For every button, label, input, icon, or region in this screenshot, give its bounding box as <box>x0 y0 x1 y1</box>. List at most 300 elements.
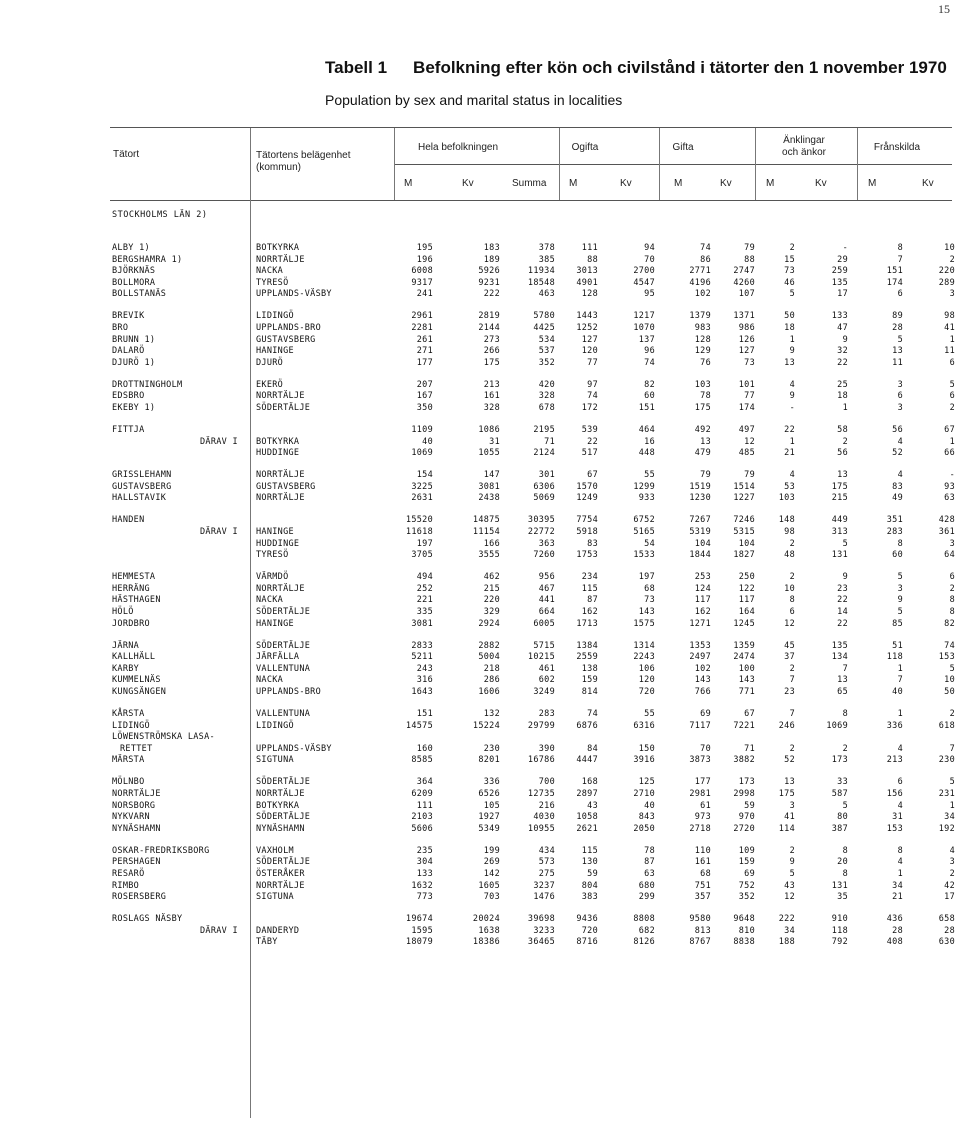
row-value: 336 <box>886 721 903 731</box>
row-kommun: UPPLANDS-BRO <box>256 323 322 333</box>
row-value: 2050 <box>633 824 655 834</box>
row-value: 79 <box>744 470 755 480</box>
row-value: 4030 <box>533 812 555 822</box>
row-value: 235 <box>416 846 433 856</box>
row-kommun: SÖDERTÄLJE <box>256 777 311 787</box>
row-value: 96 <box>644 346 655 356</box>
row-name: MÄRSTA <box>112 755 145 765</box>
row-value: 22 <box>837 619 848 629</box>
row-value: 461 <box>538 664 555 674</box>
row-name: OSKAR-FREDRIKSBORG <box>112 846 210 856</box>
row-value: 2882 <box>478 641 500 651</box>
row-value: 9231 <box>478 278 500 288</box>
row-value: 4447 <box>576 755 598 765</box>
row-value: 22 <box>837 595 848 605</box>
row-value: 174 <box>738 403 755 413</box>
row-kommun: HANINGE <box>256 346 294 356</box>
row-value: 61 <box>700 801 711 811</box>
row-value: 313 <box>831 527 848 537</box>
row-value: 273 <box>483 335 500 345</box>
row-value: 436 <box>886 914 903 924</box>
row-value: 216 <box>538 801 555 811</box>
row-value: 378 <box>538 243 555 253</box>
row-value: 110 <box>694 846 711 856</box>
row-value: 4 <box>789 380 795 390</box>
row-value: 78 <box>644 846 655 856</box>
row-value: 22 <box>784 425 795 435</box>
row-value: 5 <box>842 801 848 811</box>
row-value: 428 <box>938 515 955 525</box>
row-value: 28 <box>944 926 955 936</box>
header-ogifta: Ogifta <box>571 142 599 153</box>
row-name: KÅRSTA <box>112 709 145 719</box>
row-value: 6 <box>897 391 903 401</box>
row-value: 497 <box>738 425 755 435</box>
row-value: 12 <box>784 892 795 902</box>
row-value: 2 <box>789 744 795 754</box>
row-value: 40 <box>892 687 903 697</box>
row-value: 25 <box>837 380 848 390</box>
row-value: 97 <box>587 380 598 390</box>
row-name: GUSTAVSBERG <box>112 482 172 492</box>
row-value: 6 <box>789 607 795 617</box>
row-value: 11618 <box>405 527 433 537</box>
row-value: 336 <box>483 777 500 787</box>
row-value: 1 <box>789 437 795 447</box>
row-name: RIMBO <box>112 881 140 891</box>
row-value: 7246 <box>733 515 755 525</box>
row-value: 133 <box>831 311 848 321</box>
row-value: 720 <box>581 926 598 936</box>
row-value: 142 <box>483 869 500 879</box>
row-value: 188 <box>778 937 795 947</box>
row-value: 3081 <box>411 619 433 629</box>
row-value: 9 <box>789 857 795 867</box>
row-value: 135 <box>831 278 848 288</box>
row-value: 5606 <box>411 824 433 834</box>
row-value: 2 <box>842 744 848 754</box>
row-value: 1384 <box>576 641 598 651</box>
row-kommun: GUSTAVSBERG <box>256 482 316 492</box>
row-value: 587 <box>831 789 848 799</box>
row-value: 1271 <box>689 619 711 629</box>
row-value: 304 <box>416 857 433 867</box>
row-value: 1632 <box>411 881 433 891</box>
row-value: - <box>949 470 955 480</box>
row-value: 85 <box>892 619 903 629</box>
row-value: 1058 <box>576 812 598 822</box>
row-name: NORSBORG <box>112 801 156 811</box>
row-value: 130 <box>581 857 598 867</box>
header-anklingar-line1: Änklingar <box>783 135 825 146</box>
row-value: 261 <box>416 335 433 345</box>
row-value: 56 <box>892 425 903 435</box>
row-value: 1595 <box>411 926 433 936</box>
row-value: 16786 <box>527 755 555 765</box>
row-value: 408 <box>886 937 903 947</box>
row-value: 1252 <box>576 323 598 333</box>
row-name: BREVIK <box>112 311 145 321</box>
row-name: JORDBRO <box>112 619 150 629</box>
row-value: 32 <box>837 346 848 356</box>
row-value: 197 <box>638 572 655 582</box>
row-value: 2924 <box>478 619 500 629</box>
row-kommun: NACKA <box>256 595 284 605</box>
row-value: 5780 <box>533 311 555 321</box>
row-value: 7117 <box>689 721 711 731</box>
row-value: 50 <box>784 311 795 321</box>
row-value: 103 <box>778 493 795 503</box>
row-value: 6876 <box>576 721 598 731</box>
row-value: 14575 <box>405 721 433 731</box>
row-value: 45 <box>784 641 795 651</box>
row-value: 148 <box>778 515 795 525</box>
row-value: 2438 <box>478 493 500 503</box>
row-value: 2497 <box>689 652 711 662</box>
row-value: 220 <box>483 595 500 605</box>
row-value: 17 <box>837 289 848 299</box>
row-value: 970 <box>738 812 755 822</box>
row-value: 8 <box>842 846 848 856</box>
row-value: 335 <box>416 607 433 617</box>
row-value: 986 <box>738 323 755 333</box>
row-value: 34 <box>892 881 903 891</box>
row-value: 810 <box>738 926 755 936</box>
row-value: 39698 <box>527 914 555 924</box>
row-value: 16 <box>644 437 655 447</box>
row-value: 73 <box>744 358 755 368</box>
row-value: 143 <box>694 675 711 685</box>
row-value: 5315 <box>733 527 755 537</box>
row-kommun: HUDDINGE <box>256 448 300 458</box>
row-value: 133 <box>416 869 433 879</box>
row-value: 485 <box>738 448 755 458</box>
row-value: 8716 <box>576 937 598 947</box>
row-value: 9648 <box>733 914 755 924</box>
row-value: 4260 <box>733 278 755 288</box>
row-value: 41 <box>784 812 795 822</box>
row-value: 5 <box>897 335 903 345</box>
row-value: 173 <box>831 755 848 765</box>
row-value: 9580 <box>689 914 711 924</box>
row-value: 2281 <box>411 323 433 333</box>
row-kommun: BOTKYRKA <box>256 801 300 811</box>
row-value: 5 <box>949 380 955 390</box>
header-franskilda: Frånskilda <box>873 142 921 153</box>
row-value: 51 <box>892 641 903 651</box>
row-value: 6 <box>949 358 955 368</box>
row-value: 3 <box>897 380 903 390</box>
row-name: BJÖRKNÄS <box>112 266 156 276</box>
row-value: 4 <box>897 801 903 811</box>
row-value: 159 <box>738 857 755 867</box>
row-value: 124 <box>694 584 711 594</box>
row-value: 21 <box>784 448 795 458</box>
row-value: 13 <box>892 346 903 356</box>
row-value: 352 <box>538 358 555 368</box>
row-value: 3249 <box>533 687 555 697</box>
row-value: 383 <box>581 892 598 902</box>
row-value: 131 <box>831 550 848 560</box>
row-value: 8 <box>949 595 955 605</box>
row-value: 8 <box>897 243 903 253</box>
row-value: 6 <box>897 289 903 299</box>
row-value: 55 <box>644 470 655 480</box>
row-value: 111 <box>581 243 598 253</box>
row-value: 1533 <box>633 550 655 560</box>
row-value: 8 <box>789 595 795 605</box>
row-value: 266 <box>483 346 500 356</box>
row-value: 441 <box>538 595 555 605</box>
row-value: 79 <box>744 243 755 253</box>
row-kommun: VALLENTUNA <box>256 709 311 719</box>
row-value: 4901 <box>576 278 598 288</box>
row-name: NYKVARN <box>112 812 150 822</box>
row-value: 814 <box>581 687 598 697</box>
row-name: RETTET <box>120 744 153 754</box>
row-value: 10215 <box>527 652 555 662</box>
row-value: 1753 <box>576 550 598 560</box>
row-value: 1570 <box>576 482 598 492</box>
row-value: 98 <box>944 311 955 321</box>
row-value: 792 <box>831 937 848 947</box>
row-value: 449 <box>831 515 848 525</box>
row-value: 153 <box>886 824 903 834</box>
row-value: 494 <box>416 572 433 582</box>
row-kommun: EKERÖ <box>256 380 284 390</box>
row-value: 106 <box>638 664 655 674</box>
row-value: 114 <box>778 824 795 834</box>
row-value: 115 <box>581 584 598 594</box>
row-value: 271 <box>416 346 433 356</box>
row-value: 1109 <box>411 425 433 435</box>
row-name: DROTTNINGHOLM <box>112 380 183 390</box>
row-value: 177 <box>416 358 433 368</box>
row-value: 164 <box>738 607 755 617</box>
row-value: 65 <box>837 687 848 697</box>
row-value: 1827 <box>733 550 755 560</box>
row-kommun: NORRTÄLJE <box>256 255 305 265</box>
row-value: 6752 <box>633 515 655 525</box>
row-value: 275 <box>538 869 555 879</box>
row-value: 364 <box>416 777 433 787</box>
row-kommun: LIDINGÖ <box>256 721 294 731</box>
row-value: 2718 <box>689 824 711 834</box>
row-value: 250 <box>738 572 755 582</box>
row-value: 2621 <box>576 824 598 834</box>
row-value: 22772 <box>527 527 555 537</box>
row-value: 18548 <box>527 278 555 288</box>
row-value: 813 <box>694 926 711 936</box>
row-value: 128 <box>581 289 598 299</box>
row-value: 5349 <box>478 824 500 834</box>
row-value: 167 <box>416 391 433 401</box>
row-value: 3555 <box>478 550 500 560</box>
row-value: 76 <box>700 358 711 368</box>
row-value: 363 <box>538 539 555 549</box>
row-value: 48 <box>784 550 795 560</box>
row-value: 328 <box>538 391 555 401</box>
row-value: 11154 <box>472 527 500 537</box>
row-value: 60 <box>644 391 655 401</box>
row-value: 2710 <box>633 789 655 799</box>
row-value: 15520 <box>405 515 433 525</box>
row-value: 8767 <box>689 937 711 947</box>
row-value: 28 <box>892 926 903 936</box>
row-value: 1 <box>949 801 955 811</box>
row-value: 9317 <box>411 278 433 288</box>
row-value: 129 <box>694 346 711 356</box>
sub-header-10: Kv <box>922 178 934 189</box>
row-value: 682 <box>638 926 655 936</box>
row-value: 74 <box>700 243 711 253</box>
row-kommun: LIDINGÖ <box>256 311 294 321</box>
row-name: HALLSTAVIK <box>112 493 167 503</box>
row-name: BOLLMORA <box>112 278 156 288</box>
row-name: KARBY <box>112 664 140 674</box>
row-value: 42 <box>944 881 955 891</box>
row-value: 464 <box>638 425 655 435</box>
row-value: 86 <box>700 255 711 265</box>
row-value: 36465 <box>527 937 555 947</box>
row-value: 8126 <box>633 937 655 947</box>
row-value: 2103 <box>411 812 433 822</box>
row-value: 117 <box>738 595 755 605</box>
row-value: 2 <box>949 584 955 594</box>
row-value: 41 <box>944 323 955 333</box>
row-value: 18 <box>837 391 848 401</box>
row-value: 252 <box>416 584 433 594</box>
row-value: 3 <box>897 584 903 594</box>
row-value: 66 <box>944 448 955 458</box>
row-value: 7 <box>789 675 795 685</box>
row-kommun: UPPLANDS-VÄSBY <box>256 289 332 299</box>
row-kommun: NORRTÄLJE <box>256 470 305 480</box>
row-value: 143 <box>638 607 655 617</box>
row-value: 2559 <box>576 652 598 662</box>
sub-header-0: M <box>404 178 413 189</box>
row-value: 492 <box>694 425 711 435</box>
row-value: 15 <box>784 255 795 265</box>
row-value: 2771 <box>689 266 711 276</box>
row-value: 241 <box>416 289 433 299</box>
row-value: 2961 <box>411 311 433 321</box>
row-value: 13 <box>837 470 848 480</box>
row-value: 120 <box>638 675 655 685</box>
row-value: 3 <box>949 539 955 549</box>
row-value: 34 <box>944 812 955 822</box>
row-value: 19674 <box>405 914 433 924</box>
row-kommun: BOTKYRKA <box>256 243 300 253</box>
row-name: DÄRAV I <box>200 926 238 936</box>
row-name: HÖLÖ <box>112 607 134 617</box>
row-value: 8 <box>842 709 848 719</box>
row-value: 18386 <box>472 937 500 947</box>
row-value: 1 <box>897 664 903 674</box>
row-value: 5926 <box>478 266 500 276</box>
row-value: 7 <box>897 255 903 265</box>
row-value: 773 <box>416 892 433 902</box>
row-value: 125 <box>638 777 655 787</box>
sub-header-6: Kv <box>720 178 732 189</box>
row-value: 137 <box>638 335 655 345</box>
row-value: 93 <box>944 482 955 492</box>
sub-header-3: M <box>569 178 578 189</box>
row-value: 2 <box>949 869 955 879</box>
row-value: 175 <box>778 789 795 799</box>
row-value: 161 <box>483 391 500 401</box>
row-value: 5 <box>949 777 955 787</box>
sub-header-4: Kv <box>620 178 632 189</box>
row-name: DÄRAV I <box>200 527 238 537</box>
row-value: 14 <box>837 607 848 617</box>
row-value: 107 <box>738 289 755 299</box>
row-value: 222 <box>778 914 795 924</box>
row-kommun: NORRTÄLJE <box>256 789 305 799</box>
row-value: 18 <box>784 323 795 333</box>
row-value: 3916 <box>633 755 655 765</box>
sub-header-1: Kv <box>462 178 474 189</box>
row-value: 63 <box>644 869 655 879</box>
row-value: 7754 <box>576 515 598 525</box>
row-kommun: DJURÖ <box>256 358 284 368</box>
row-kommun: ÖSTERÅKER <box>256 869 305 879</box>
row-value: 5 <box>949 664 955 674</box>
row-value: 6316 <box>633 721 655 731</box>
row-value: 4 <box>897 857 903 867</box>
row-name: RESARÖ <box>112 869 145 879</box>
row-value: 387 <box>831 824 848 834</box>
row-value: 2833 <box>411 641 433 651</box>
row-name: LIDINGÖ <box>112 721 150 731</box>
row-value: 3882 <box>733 755 755 765</box>
row-value: 700 <box>538 777 555 787</box>
row-value: 434 <box>538 846 555 856</box>
row-name: FITTJA <box>112 425 145 435</box>
row-value: 351 <box>886 515 903 525</box>
row-value: 630 <box>938 937 955 947</box>
row-value: 131 <box>831 881 848 891</box>
row-value: 328 <box>483 403 500 413</box>
row-kommun: DANDERYD <box>256 926 300 936</box>
row-value: 160 <box>416 744 433 754</box>
row-value: 350 <box>416 403 433 413</box>
row-value: 253 <box>694 572 711 582</box>
row-value: 127 <box>738 346 755 356</box>
row-value: 7 <box>789 709 795 719</box>
row-value: 2819 <box>478 311 500 321</box>
row-value: 7221 <box>733 721 755 731</box>
row-value: 83 <box>892 482 903 492</box>
row-value: 1 <box>897 869 903 879</box>
row-kommun: NACKA <box>256 266 284 276</box>
row-value: 127 <box>581 335 598 345</box>
row-value: 1 <box>949 335 955 345</box>
row-name: KUMMELNÄS <box>112 675 161 685</box>
row-value: 4 <box>949 846 955 856</box>
row-value: 147 <box>483 470 500 480</box>
row-value: 63 <box>944 493 955 503</box>
row-value: 804 <box>581 881 598 891</box>
row-value: 177 <box>694 777 711 787</box>
row-value: 1927 <box>478 812 500 822</box>
row-value: 6 <box>897 777 903 787</box>
row-value: 183 <box>483 243 500 253</box>
row-value: 973 <box>694 812 711 822</box>
row-value: 1575 <box>633 619 655 629</box>
row-name: NYNÄSHAMN <box>112 824 161 834</box>
row-value: 162 <box>581 607 598 617</box>
